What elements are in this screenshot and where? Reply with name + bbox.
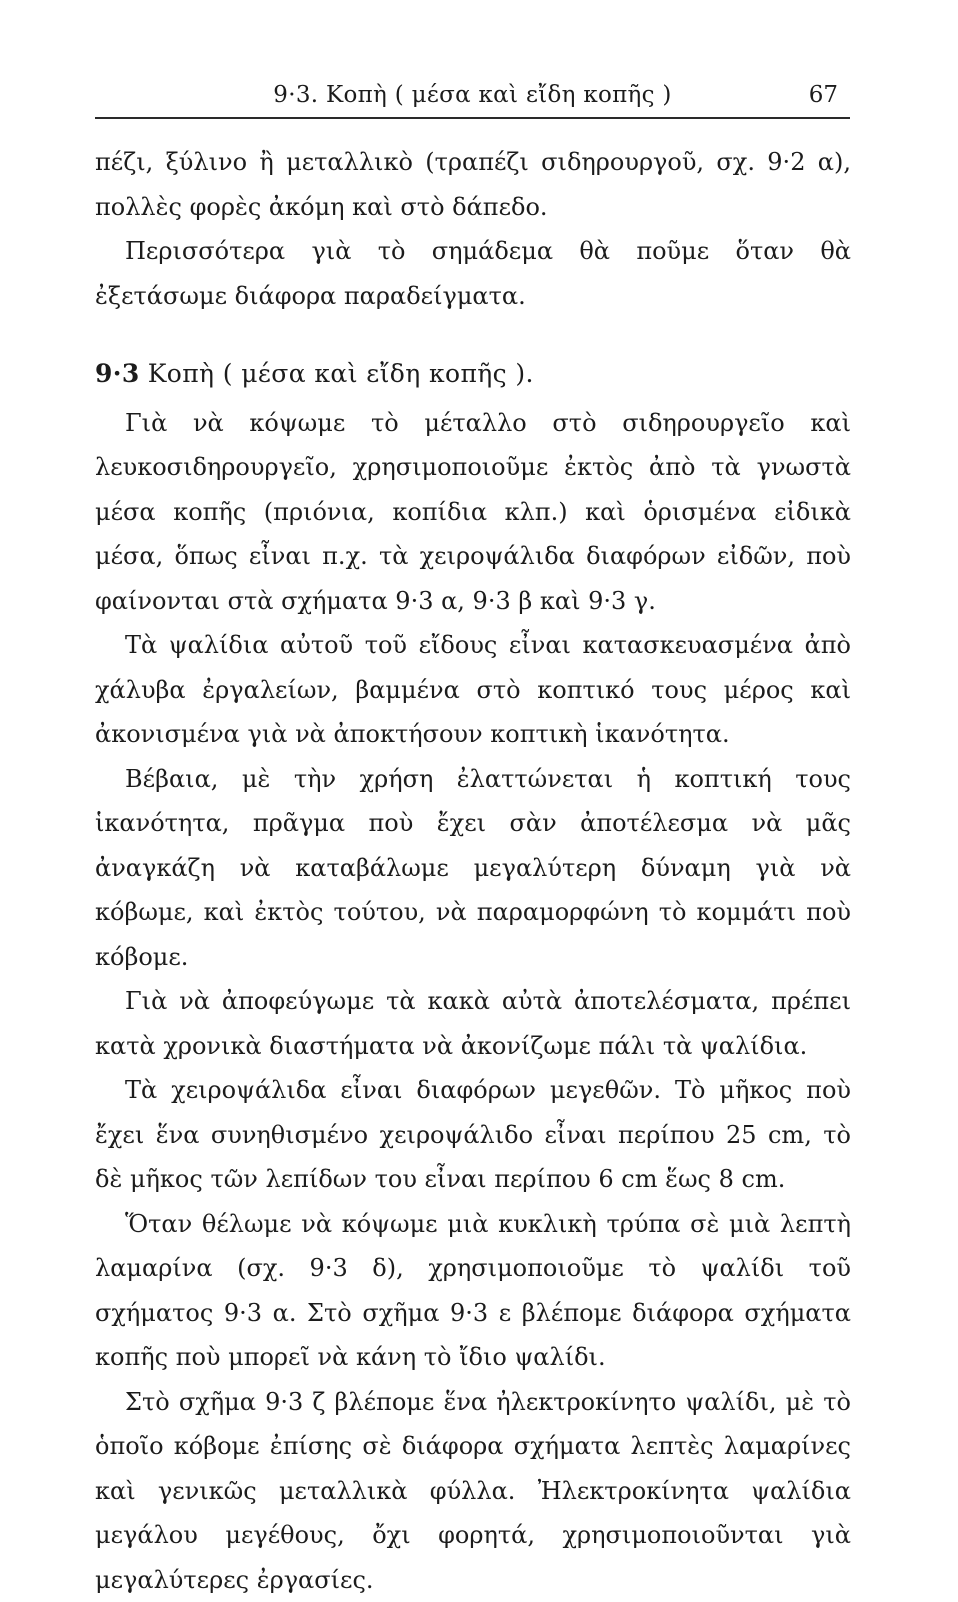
paragraph: Γιὰ νὰ κόψωμε τὸ μέταλλο στὸ σιδηρουργεῖο καὶ λευκοσιδηρουργεῖο, χρησιμοποιοῦμε ἐκτὸς ἀπὸ τὰ γνωστὰ μέσα κοπῆς (πριόνια, κοπίδια κλπ.) καὶ ὁρισμένα εἰδικὰ μέσα, ὅπως εἶναι π.χ. τὰ χειροψάλιδα διαφόρων εἰδῶν, ποὺ φαίνονται στὰ σχήματα 9·3 α, 9·3 β καὶ 9·3 γ. (95, 401, 851, 624)
paragraph: Τὰ ψαλίδια αὐτοῦ τοῦ εἴδους εἶναι κατασκευασμένα ἀπὸ χάλυβα ἐργαλείων, βαμμένα στὸ κοπτικό τους μέρος καὶ ἀκονισμένα γιὰ νὰ ἀποκτήσουν κοπτικὴ ἱκανότητα. (95, 623, 851, 757)
page-header (95, 82, 850, 114)
paragraph: Τὰ χειροψάλιδα εἶναι διαφόρων μεγεθῶν. Τὸ μῆκος ποὺ ἔχει ἕνα συνηθισμένο χειροψάλιδο εἶναι περίπου 25 cm, τὸ δὲ μῆκος τῶν λεπίδων του εἶναι περίπου 6 cm ἕως 8 cm. (95, 1068, 851, 1202)
paragraph: Στὸ σχῆμα 9·3 ζ βλέπομε ἕνα ἠλεκτροκίνητο ψαλίδι, μὲ τὸ ὁποῖο κόβομε ἐπίσης σὲ διάφορα σχήματα λεπτὲς λαμαρίνες καὶ γενικῶς μεταλλικὰ φύλλα. Ἠλεκτροκίνητα ψαλίδια μεγάλου μεγέθους, ὄχι φορητά, χρησιμοποιοῦνται γιὰ μεγαλύτερες ἐργασίες. (95, 1380, 851, 1602)
paragraph: Γιὰ νὰ ἀποφεύγωμε τὰ κακὰ αὐτὰ ἀποτελέσματα, πρέπει κατὰ χρονικὰ διαστήματα νὰ ἀκονίζωμε πάλι τὰ ψαλίδια. (95, 979, 851, 1068)
section-number: 9·3 (95, 359, 140, 388)
paragraph: πέζι, ξύλινο ἢ μεταλλικὸ (τραπέζι σιδηρουργοῦ, σχ. 9·2 α), πολλὲς φορὲς ἀκόμη καὶ στὸ δάπεδο. (95, 140, 851, 229)
page-number: 67 (809, 82, 838, 108)
paragraph: Ὅταν θέλωμε νὰ κόψωμε μιὰ κυκλικὴ τρύπα σὲ μιὰ λεπτὴ λαμαρίνα (σχ. 9·3 δ), χρησιμοποιοῦμε τὸ ψαλίδι τοῦ σχήματος 9·3 α. Στὸ σχῆμα 9·3 ε βλέπομε διάφορα σχήματα κοπῆς ποὺ μπορεῖ νὰ κάνη τὸ ἴδιο ψαλίδι. (95, 1202, 851, 1380)
paragraph: Περισσότερα γιὰ τὸ σημάδεμα θὰ ποῦμε ὅταν θὰ ἐξετάσωμε διάφορα παραδείγματα. (95, 229, 851, 318)
paragraph: Βέβαια, μὲ τὴν χρήση ἐλαττώνεται ἡ κοπτική τους ἱκανότητα, πρᾶγμα ποὺ ἔχει σὰν ἀποτέλεσμα νὰ μᾶς ἀναγκάζη νὰ καταβάλωμε μεγαλύτερη δύναμη γιὰ νὰ κόβωμε, καὶ ἐκτὸς τούτου, νὰ παραμορφώνη τὸ κομμάτι ποὺ κόβομε. (95, 757, 851, 980)
running-head: 9·3. Κοπὴ ( μέσα καὶ εἴδη κοπῆς ) (95, 82, 850, 108)
body-text (95, 140, 851, 1602)
header-rule (95, 117, 850, 119)
section-title: Κοπὴ ( μέσα καὶ εἴδη κοπῆς ). (148, 359, 534, 388)
section-heading (95, 352, 851, 397)
